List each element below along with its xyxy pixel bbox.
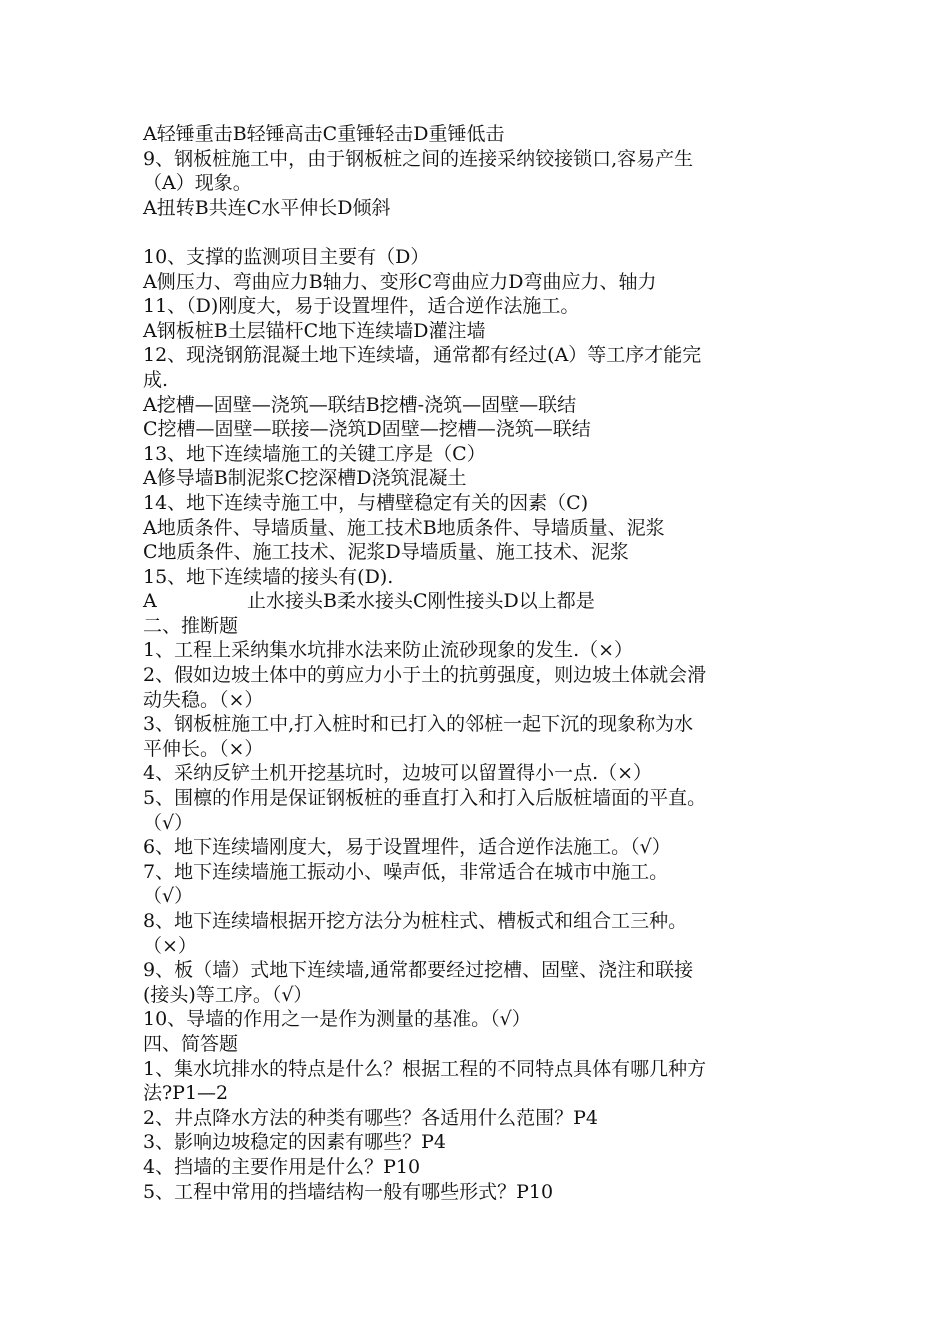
text-line: 5、工程中常用的挡墙结构一般有哪些形式？P10 — [143, 1180, 554, 1203]
text-line: 11、（D)刚度大，易于设置埋件，适合逆作法施工。 — [143, 295, 580, 318]
text-line: 法?P1—2 — [143, 1082, 229, 1105]
text-line: 9、板（墙）式地下连续墙,通常都要经过挖槽、固壁、浇注和联接 — [143, 959, 694, 982]
text-line: 1、集水坑排水的特点是什么？根据工程的不同特点具体有哪几种方 — [143, 1057, 707, 1080]
option-a-label: A — [143, 590, 157, 613]
text-line: A侧压力、弯曲应力B轴力、变形C弯曲应力D弯曲应力、轴力 — [143, 270, 657, 293]
text-line: 5、围檩的作用是保证钢板桩的垂直打入和打入后版桩墙面的平直。 — [143, 787, 707, 810]
text-line: A地质条件、导墙质量、施工技术B地质条件、导墙质量、泥浆 — [143, 516, 665, 539]
text-line: 15、地下连续墙的接头有(D). — [143, 565, 394, 588]
text-line: 13、地下连续墙施工的关键工序是（C） — [143, 442, 486, 465]
text-line: （√） — [143, 811, 194, 834]
text-line: C地质条件、施工技术、泥浆D导墙质量、施工技术、泥浆 — [143, 541, 629, 564]
text-line: 10、导墙的作用之一是作为测量的基准。（√） — [143, 1008, 531, 1031]
text-line: 8、地下连续墙根据开挖方法分为桩柱式、槽板式和组合工三种。 — [143, 910, 688, 932]
text-line: 9、钢板桩施工中，由于钢板桩之间的连接采纳铰接锁口,容易产生 — [143, 147, 694, 170]
text-line: A轻锤重击B轻锤高击C重锤轻击D重锤低击 — [143, 123, 505, 145]
text-line: C挖槽—固壁—联接—浇筑D固壁—挖槽—浇筑—联结 — [143, 418, 591, 441]
text-line: A扭转B共连C水平伸长D倾斜 — [143, 196, 391, 219]
text-line: 2、假如边坡土体中的剪应力小于土的抗剪强度，则边坡土体就会滑 — [143, 664, 707, 687]
text-line: 2、井点降水方法的种类有哪些？各适用什么范围？P4 — [143, 1106, 598, 1129]
text-line-options — [143, 589, 811, 614]
text-line: 动失稳。（×） — [143, 688, 264, 711]
text-line: A挖槽—固壁—浇筑—联结B挖槽-浇筑—固壁—联结 — [143, 393, 577, 416]
text-line: 4、挡墙的主要作用是什么？P10 — [143, 1155, 421, 1178]
text-line: 14、地下连续寺施工中，与槽壁稳定有关的因素（C) — [143, 491, 589, 514]
document-page — [143, 122, 811, 1204]
text-line: 4、采纳反铲土机开挖基坑时，边坡可以留置得小一点.（×） — [143, 762, 653, 785]
section-heading: 二、推断题 — [143, 614, 239, 637]
text-line: 12、现浇钢筋混凝土地下连续墙，通常都有经过(A）等工序才能完 — [143, 344, 702, 367]
blank-line — [143, 220, 811, 245]
text-line: 成. — [143, 368, 169, 391]
text-line: 平伸长。（×） — [143, 737, 264, 760]
text-line: 1、工程上采纳集水坑排水法来防止流砂现象的发生.（×） — [143, 639, 634, 662]
text-line: 3、影响边坡稳定的因素有哪些？P4 — [143, 1131, 446, 1154]
text-line: （×） — [143, 934, 197, 957]
text-line: （√） — [143, 885, 194, 908]
text-line: 7、地下连续墙施工振动小、噪声低，非常适合在城市中施工。 — [143, 860, 669, 883]
text-line: (接头)等工序。（√） — [143, 983, 313, 1006]
text-line: A修导墙B制泥浆C挖深槽D浇筑混凝土 — [143, 467, 467, 490]
text-line: （A）现象。 — [143, 172, 252, 195]
section-heading: 四、简答题 — [143, 1032, 239, 1055]
option-text: 止水接头B柔水接头C刚性接头D以上都是 — [247, 590, 595, 613]
text-line: 3、钢板桩施工中,打入桩时和已打入的邻桩一起下沉的现象称为水 — [143, 713, 694, 736]
text-line: 10、支撑的监测项目主要有（D） — [143, 245, 430, 268]
text-line: 6、地下连续墙刚度大，易于设置埋件，适合逆作法施工。（√） — [143, 836, 671, 859]
text-line: A钢板桩B土层锚杆C地下连续墙D灌注墙 — [143, 319, 486, 342]
